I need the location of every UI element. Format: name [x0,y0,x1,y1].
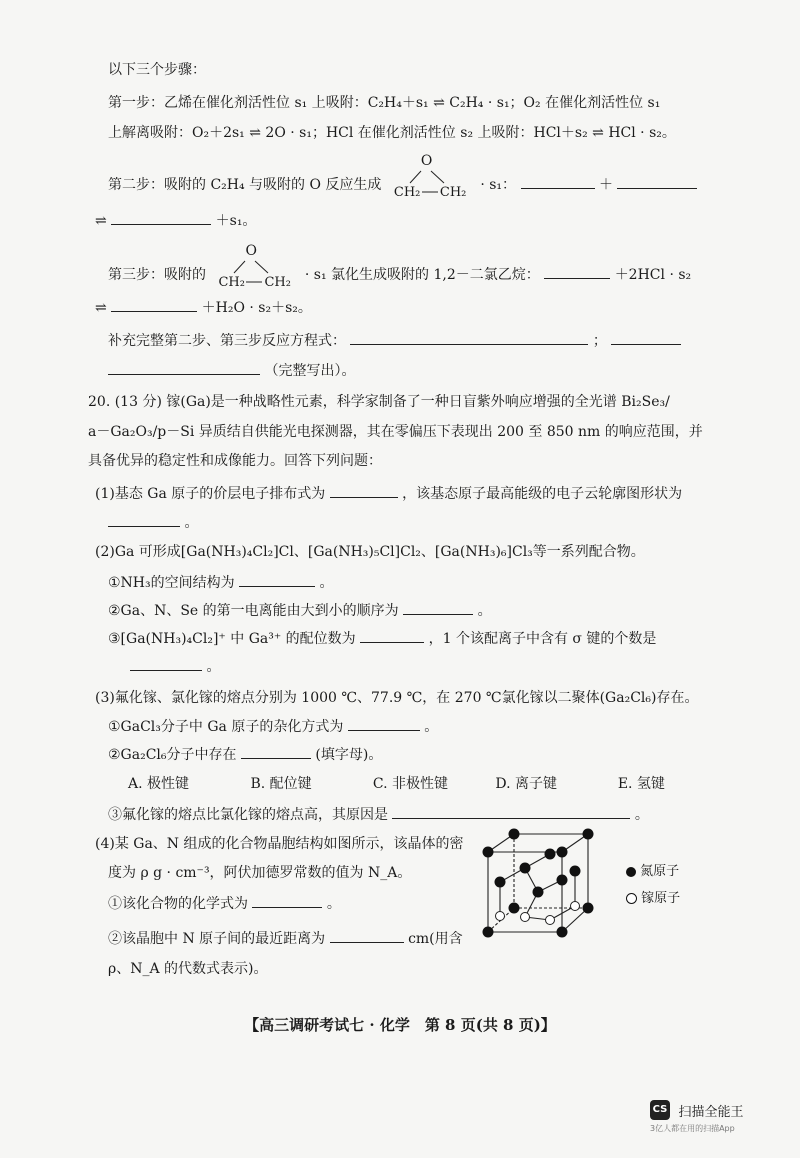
answer-blank-q2-2[interactable] [403,600,473,615]
supplement-line [108,330,681,351]
answer-blank-q2-3-sigma[interactable] [130,656,202,671]
q3-options [128,774,688,794]
q2-3-line [108,628,656,649]
filled-circle-icon [626,867,636,877]
supplement-line2 [108,360,355,381]
option-d: D. 离子键 [495,776,557,792]
answer-blank-step2-c[interactable] [111,210,211,225]
answer-blank-q2-1[interactable] [239,572,315,587]
option-e: E. 氢键 [617,776,665,792]
epoxide-o: O [420,153,433,169]
step1-line2: 上解离吸附：O₂＋2s₁ ⇌ 2O · s₁；HCl 在催化剂活性位 s₂ 上吸附：HCl＋s₂ ⇌ HCl · s₂。 [108,125,676,141]
plus-s1: ＋s₁。 [215,213,257,229]
q20-line1: 20. (13 分) 镓(Ga)是一种战略性元素，科学家制备了一种日盲紫外响应增强的全光谱 Bi₂Se₃/ [88,394,670,410]
q4-line2: 度为 ρ g · cm⁻³，阿伏加德罗常数的值为 N_A。 [108,865,412,881]
answer-blank-q3-3[interactable] [392,804,630,819]
option-c: C. 非极性键 [372,776,449,792]
epoxide-ch2-left-2: CH₂ [218,275,245,290]
complete-note: （完整写出）。 [264,363,356,379]
answer-blank-q2-3-coord[interactable] [360,628,424,643]
step2-prefix: 第二步：吸附的 C₂H₄ 与吸附的 O 反应生成 [108,177,382,193]
answer-blank-step2-a[interactable] [521,174,595,189]
hollow-circle-icon [626,893,637,904]
q4-2-text-b: cm(用含 [408,931,463,947]
step3-mid: · s₁ 氯化生成吸附的 1,2－二氯乙烷： [304,267,540,283]
legend-gallium [626,889,680,909]
answer-blank-q4-2[interactable] [330,928,404,943]
step1-line1: 第一步：乙烯在催化剂活性位 s₁ 上吸附：C₂H₄＋s₁ ⇌ C₂H₄ · s₁；O₂ 在催化剂活性位 s₁ [108,95,661,111]
q2-2-line [108,600,492,621]
q2-3-text-a: ③[Ga(NH₃)₄Cl₂]⁺ 中 Ga³⁺ 的配位数为 [108,631,356,647]
q1-line2 [108,512,198,533]
period: 。 [424,719,439,735]
semicolon: ； [592,333,607,349]
q20-line3: 具备优异的稳定性和成像能力。回答下列问题： [88,453,382,469]
answer-blank-step3-b[interactable] [111,297,197,312]
plus-sign: ＋ [598,177,613,193]
step3-line2 [95,297,312,318]
scanner-watermark [650,1100,760,1134]
period: 。 [184,515,199,531]
epoxide-ch2-left: CH₂ [393,185,421,200]
step2-line1 [108,153,697,205]
epoxide-structure [393,153,476,205]
answer-blank-step2-equation[interactable] [350,330,588,345]
answer-blank-q3-2[interactable] [241,744,311,759]
period: 。 [319,575,334,591]
q3-line: (3)氟化镓、氯化镓的熔点分别为 1000 ℃、77.9 ℃，在 270 ℃氯化镓以二聚体(Ga₂Cl₆)存在。 [95,690,699,706]
q2-line: (2)Ga 可形成[Ga(NH₃)₄Cl₂]Cl、[Ga(NH₃)₅Cl]Cl₂、[Ga(NH₃)₆]Cl₃等一系列配合物。 [95,544,645,560]
step2-suffix: · s₁： [480,177,517,193]
equilibrium-arrow: ⇌ [95,213,107,229]
epoxide-ch2-right-2: CH₂ [264,275,291,290]
intro-text: 以下三个步骤： [108,62,206,78]
q20-line2: a－Ga₂O₃/p－Si 异质结自供能光电探测器，其在零偏压下表现出 200 至 850 nm 的响应范围，并 [88,424,703,440]
q4-1-line [108,893,341,914]
page-footer: 【高三调研考试七 · 化学 第 8 页(共 8 页)】 [244,1016,556,1034]
option-b: B. 配位键 [250,776,312,792]
answer-blank-step3-equation[interactable] [611,330,681,345]
q3-2-line [108,744,382,765]
q1-text-a: (1)基态 Ga 原子的价层电子排布式为 [95,486,326,502]
period: 。 [477,603,492,619]
scanner-subtitle: 3亿人都在用的扫描App [650,1124,735,1133]
q3-2-text-b: (填字母)。 [315,747,383,763]
equilibrium-arrow-2: ⇌ [95,300,107,316]
q4-2-text-a: ②该晶胞中 N 原子间的最近距离为 [108,931,326,947]
answer-blank-q1-config[interactable] [330,483,398,498]
q4-line1: (4)某 Ga、N 组成的化合物晶胞结构如图所示，该晶体的密 [95,836,464,852]
period: 。 [326,896,341,912]
answer-blank-step3-a[interactable] [544,264,610,279]
answer-blank-q3-1[interactable] [348,716,420,731]
q3-1-text: ①GaCl₃分子中 Ga 原子的杂化方式为 [108,719,344,735]
legend-nitrogen [626,862,679,882]
option-a: A. 极性键 [128,776,190,792]
epoxide-structure-2 [218,243,300,295]
q2-3-text-b: ，1 个该配离子中含有 σ 键的个数是 [428,631,657,647]
legend-gallium-label: 镓原子 [641,891,681,906]
period: 。 [634,807,649,823]
q2-1-text: ①NH₃的空间结构为 [108,575,235,591]
answer-blank-step2-b[interactable] [617,174,697,189]
step3-prefix: 第三步：吸附的 [108,267,206,283]
q1-line1 [95,483,682,504]
crystal-cell-figure [476,820,616,950]
epoxide-o-2: O [245,243,257,259]
q1-text-b: ，该基态原子最高能级的电子云轮廓图形状为 [402,486,683,502]
answer-blank-step3-equation-cont[interactable] [108,360,260,375]
step3-line1 [108,243,692,295]
period: 。 [206,659,221,675]
supplement-text: 补充完整第二步、第三步反应方程式： [108,333,346,349]
step3-hcl: ＋2HCl · s₂ [614,267,692,283]
q4-1-text: ①该化合物的化学式为 [108,896,248,912]
step3-end: ＋H₂O · s₂＋s₂。 [201,300,312,316]
q3-3-text: ③氟化镓的熔点比氯化镓的熔点高，其原因是 [108,807,388,823]
epoxide-ch2-right: CH₂ [439,185,467,200]
cs-logo-icon: CS [650,1100,670,1120]
q3-2-text-a: ②Ga₂Cl₆分子中存在 [108,747,237,763]
answer-blank-q1-shape[interactable] [108,512,180,527]
q4-2-line2: ρ、N_A 的代数式表示)。 [108,961,268,977]
scanner-title: 扫描全能王 [678,1104,744,1120]
q4-2-line [108,928,463,949]
legend-nitrogen-label: 氮原子 [640,864,680,879]
q2-2-text: ②Ga、N、Se 的第一电离能由大到小的顺序为 [108,603,399,619]
step2-line2 [95,210,256,231]
q2-3-line2 [130,656,220,677]
q3-1-line [108,716,438,737]
q2-1-line [108,572,334,593]
answer-blank-q4-1[interactable] [252,893,322,908]
